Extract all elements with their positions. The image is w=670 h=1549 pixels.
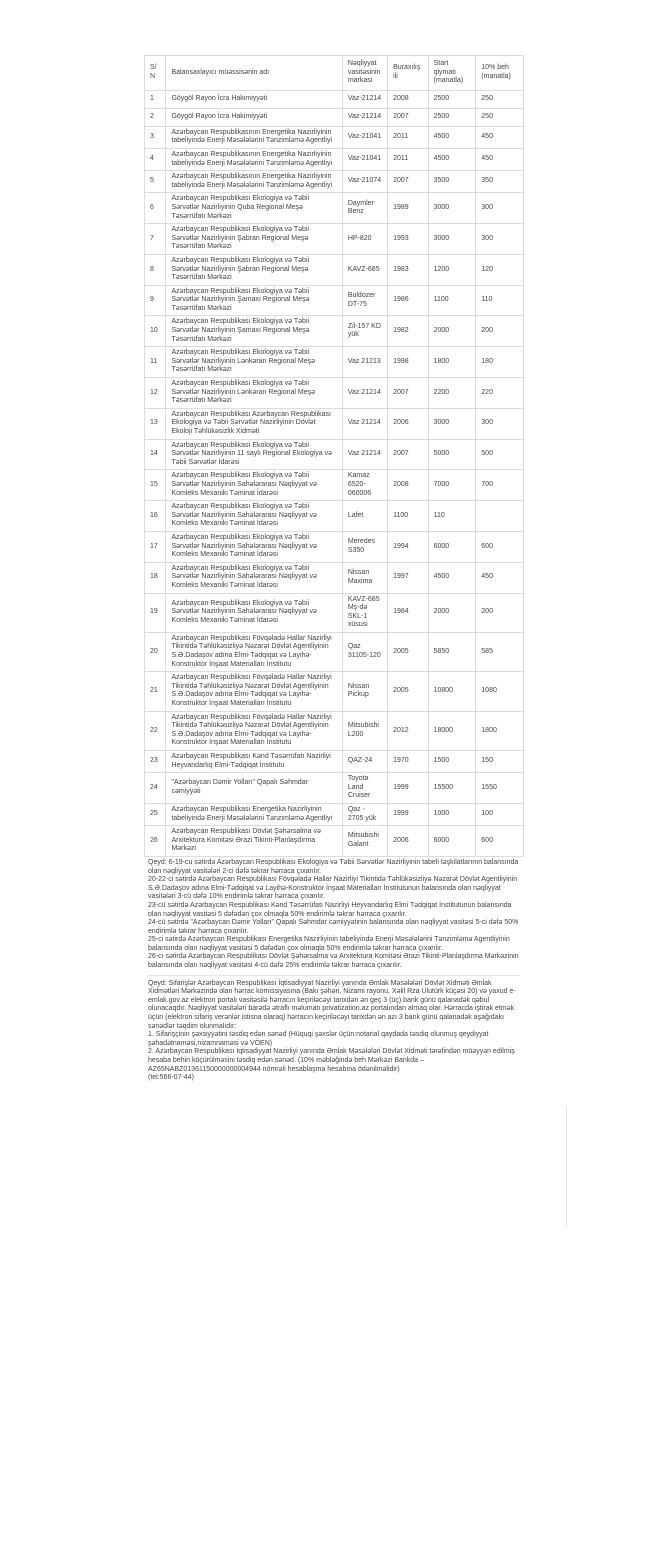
- cell-name: Azərbaycan Respublikası Kənd Təsərrüfatı Nazirliyi Heyvandarlıq Elmi-Tədqiqat İnstitutu: [166, 751, 342, 773]
- cell-year: 2011: [388, 126, 429, 148]
- cell-sn: 24: [145, 773, 166, 804]
- cell-brand: Vaz-21041: [342, 126, 387, 148]
- table-row: [145, 711, 524, 750]
- cell-brand: Qaz 31105-120: [342, 632, 387, 671]
- table-row: [145, 470, 524, 501]
- cell-sn: 17: [145, 531, 166, 562]
- table-row: [145, 254, 524, 285]
- cell-start-price: 3000: [428, 224, 476, 255]
- cell-deposit: 300: [476, 193, 524, 224]
- cell-start-price: 2200: [428, 378, 476, 409]
- cell-sn: 5: [145, 171, 166, 193]
- cell-deposit: 100: [476, 803, 524, 825]
- cell-start-price: 6000: [428, 531, 476, 562]
- cell-start-price: 3000: [428, 193, 476, 224]
- cell-year: 2011: [388, 148, 429, 170]
- cell-start-price: 7000: [428, 470, 476, 501]
- cell-name: Azərbaycan Respublikası Ekologiya və Təbii Sərvətlər Nazirliyinin Sahələrarası Nəqliyyat və Komleks Mexaniki Təminat İdarəsi: [166, 531, 342, 562]
- cell-start-price: 1200: [428, 254, 476, 285]
- note-paragraph: 1. Sifarişçinin şəxsiyyətini təsdiq edən sənəd (Hüquqi şəxslər üçün:notarial qaydada təsdiq olunmuş qeydiyyat şəhadətnaməsi,nizamnaməsi və VÖEN): [148, 1031, 489, 1047]
- cell-brand: Buldozer DT-75: [342, 285, 387, 316]
- cell-deposit: 585: [476, 632, 524, 671]
- cell-deposit: 200: [476, 593, 524, 632]
- note-paragraph: (tel:566-07-44): [148, 1074, 194, 1082]
- cell-name: Azərbaycan Respublikası Fövqəladə Hallar Nazirliyi Tikintidə Təhlükəsizliyə Nəzarət Dövlət Agentliyinin S.Ə.Dadaşov adına Elmi-Tədqiqat və Layihə-Konstruktor İnşaat Materialları İnstitutu: [166, 711, 342, 750]
- header-name: Balansaxlayıcı müəssisənin adı: [166, 56, 342, 91]
- note-paragraph: 24-cü sətirdə "Azərbaycan Dəmir Yolları" Qapalı Səhmdar cəmiyyətinin balansında olan nəqliyyat vasitəsi 5-ci dəfə 50% endirimlə təkrar hərraca çıxarılır.: [148, 919, 519, 935]
- cell-deposit: 450: [476, 126, 524, 148]
- cell-start-price: 4500: [428, 126, 476, 148]
- note-block-repeat-auctions: [148, 859, 520, 976]
- cell-name: Azərbaycan Respublikası Ekologiya və Təbii Sərvətlər Nazirliyinin Quba Regional Meşə Təsərrüfatı Mərkəzi: [166, 193, 342, 224]
- cell-year: 2006: [388, 408, 429, 439]
- cell-sn: 14: [145, 439, 166, 470]
- cell-name: Azərbaycan Respublikası Ekologiya və Təbii Sərvətlər Nazirliyinin Sahələrarası Nəqliyyat və Komleks Mexaniki Təminat İdarəsi: [166, 562, 342, 593]
- header-deposit: 10% beh (manatla): [476, 56, 524, 91]
- cell-year: 1998: [388, 347, 429, 378]
- cell-brand: Kamaz 6520-060006: [342, 470, 387, 501]
- cell-brand: Vaz 21214: [342, 378, 387, 409]
- cell-brand: Vaz-21214: [342, 90, 387, 108]
- cell-year: 1999: [388, 803, 429, 825]
- header-year: Buraxılış ili: [388, 56, 429, 91]
- table-row: [145, 826, 524, 857]
- cell-name: Azərbaycan Respublikası Ekologiya və Təbii Sərvətlər Nazirliyinin Sahələrarası Nəqliyyat və Komleks Mexaniki Təminat İdarəsi: [166, 593, 342, 632]
- cell-year: 2006: [388, 826, 429, 857]
- cell-deposit: 250: [476, 90, 524, 108]
- table-header-row: [145, 56, 524, 91]
- cell-sn: 18: [145, 562, 166, 593]
- cell-year: 1983: [388, 254, 429, 285]
- cell-deposit: 350: [476, 171, 524, 193]
- table-row: [145, 285, 524, 316]
- cell-year: 1970: [388, 751, 429, 773]
- cell-sn: 7: [145, 224, 166, 255]
- table-row: [145, 347, 524, 378]
- cell-start-price: 1000: [428, 803, 476, 825]
- cell-year: 1989: [388, 193, 429, 224]
- note-paragraph: 25-ci sətirdə Azərbaycan Respublikası Energetika Nazirliyinin tabeliyində Enerji Məsələlərini Tənzimləmə Agentliyinin balansında olan nəqliyyat vasitəsi 5 dəfədən çox olmaqla 50% endirimlə təkrar hərraca çıxarılır.: [148, 936, 510, 952]
- cell-brand: Vaz-21214: [342, 108, 387, 126]
- cell-deposit: 600: [476, 531, 524, 562]
- cell-start-price: 2000: [428, 316, 476, 347]
- table-row: [145, 408, 524, 439]
- cell-start-price: 18000: [428, 711, 476, 750]
- table-row: [145, 593, 524, 632]
- cell-deposit: 1800: [476, 711, 524, 750]
- cell-deposit: 450: [476, 562, 524, 593]
- cell-sn: 23: [145, 751, 166, 773]
- cell-deposit: 1080: [476, 672, 524, 711]
- cell-deposit: 110: [476, 285, 524, 316]
- cell-brand: KAVZ-685 Mş-də SKL-1 xüsusi: [342, 593, 387, 632]
- cell-brand: Qaz - 2705 yük: [342, 803, 387, 825]
- table-row: [145, 439, 524, 470]
- cell-name: Azərbaycan Respublikası Fövqəladə Hallar Nazirliyi Tikintidə Təhlükəsizliyə Nəzarət Dövlət Agentliyinin S.Ə.Dadaşov adına Elmi-Tədqiqat və Layihə-Konstruktor İnşaat Materialları İnstitutu: [166, 672, 342, 711]
- cell-name: Azərbaycan Respublikasının Energetika Nazirliyinin tabeliyində Enerji Məsələlərini Tənzimləmə Agentliyi: [166, 126, 342, 148]
- cell-brand: Nissan Pickup: [342, 672, 387, 711]
- cell-brand: Meredes S350: [342, 531, 387, 562]
- cell-year: 2008: [388, 90, 429, 108]
- divider: [566, 1106, 567, 1226]
- table-row: [145, 773, 524, 804]
- cell-sn: 21: [145, 672, 166, 711]
- table-row: [145, 378, 524, 409]
- cell-start-price: 3000: [428, 408, 476, 439]
- cell-year: 1986: [388, 285, 429, 316]
- cell-brand: Toyota Land Cruiser: [342, 773, 387, 804]
- header-sn: S/N: [145, 56, 166, 91]
- cell-deposit: 200: [476, 316, 524, 347]
- notes-section: [144, 857, 524, 1087]
- cell-name: Azərbaycan Respublikası Fövqəladə Hallar Nazirliyi Tikintidə Təhlükəsizliyə Nəzarət Dövlət Agentliyinin S.Ə.Dadaşov adına Elmi-Tədqiqat və Layihə-Konstruktor İnşaat Materialları İnstitutu: [166, 632, 342, 671]
- table-row: [145, 224, 524, 255]
- cell-brand: Zil-157 KD yük: [342, 316, 387, 347]
- cell-sn: 6: [145, 193, 166, 224]
- cell-year: 2005: [388, 632, 429, 671]
- cell-year: 2012: [388, 711, 429, 750]
- cell-start-price: 4500: [428, 148, 476, 170]
- cell-brand: HP-820: [342, 224, 387, 255]
- cell-brand: Daymler Benz: [342, 193, 387, 224]
- cell-year: 1994: [388, 531, 429, 562]
- table-row: [145, 562, 524, 593]
- cell-name: Azərbaycan Respublikası Ekologiya və Təbii Sərvətlər Nazirliyinin Sahələrarası Nəqliyyat və Komleks Mexaniki Təminat İdarəsi: [166, 470, 342, 501]
- cell-sn: 15: [145, 470, 166, 501]
- table-row: [145, 316, 524, 347]
- cell-brand: KAVZ-685: [342, 254, 387, 285]
- table-row: [145, 148, 524, 170]
- table-row: [145, 193, 524, 224]
- cell-name: Azərbaycan Respublikası Ekologiya və Təbii Sərvətlər Nazirliyinin Sahələrarası Nəqliyyat və Komleks Mexaniki Təminat İdarəsi: [166, 501, 342, 532]
- note-paragraph: Qeyd: 6-19-cu sətirdə Azərbaycan Respublikası Ekologiya və Təbii Sərvətlər Nazirliyinin tabeli təşkilatlarının balansında olan nəqliyyat vasitələri 2-ci dəfə təkrar hərraca çıxarılır.: [148, 858, 519, 875]
- cell-year: 1984: [388, 593, 429, 632]
- cell-deposit: 220: [476, 378, 524, 409]
- cell-deposit: 300: [476, 224, 524, 255]
- cell-deposit: 700: [476, 470, 524, 501]
- cell-brand: Mitsubishi Galant: [342, 826, 387, 857]
- cell-name: "Azərbaycan Dəmir Yolları" Qapalı Səhmdar cəmiyyəti: [166, 773, 342, 804]
- header-start-price: Start qiymati (manatla): [428, 56, 476, 91]
- table-row: [145, 90, 524, 108]
- cell-start-price: 5850: [428, 632, 476, 671]
- table-row: [145, 171, 524, 193]
- note-paragraph: 2. Azərbaycan Respublikası İqtisadiyyat Nazirliyi yanında Əmlak Məsələləri Dövlət Xidməti tərəfindən müəyyən edilmiş hesaba behin köçürülməsini təsdiq edən sənəd. (10% məbləğində beh Mərkəzi Bankda – AZ65NABZ01361150000000004944 nömrəli hesablaşma hesabına ödənilməlidir): [148, 1048, 515, 1073]
- cell-name: Azərbaycan Respublikası Ekologiya və Təbii Sərvətlər Nazirliyinin Şamaxı Regional Meşə Təsərrüfatı Mərkəzi: [166, 285, 342, 316]
- cell-name: Azərbaycan Respublikasının Energetika Nazirliyinin tabeliyində Enerji Məsələlərini Tənzimləmə Agentliyi: [166, 171, 342, 193]
- cell-sn: 25: [145, 803, 166, 825]
- cell-deposit: 300: [476, 408, 524, 439]
- cell-brand: Vaz-21074: [342, 171, 387, 193]
- cell-year: 2008: [388, 470, 429, 501]
- cell-name: Göygöl Rayon İcra Hakimiyyəti: [166, 90, 342, 108]
- cell-name: Azərbaycan Respublikası Energetika Nazirliyinin tabeliyində Enerji Məsələlərini Tənzimləmə Agentliyi: [166, 803, 342, 825]
- cell-sn: 2: [145, 108, 166, 126]
- vehicle-auction-table: [144, 55, 524, 857]
- table-row: [145, 632, 524, 671]
- cell-start-price: 2500: [428, 108, 476, 126]
- note-paragraph: 20-22-ci sətirdə Azərbaycan Respublikası Fövqəladə Hallar Nazirliyi Tikintidə Təhlükəsizliyə Nəzarət Dövlət Agentliyinin S.Ə.Dadaşov adına Elmi-Tədqiqat və Layihə-Konstruktor İnşaat Materialları İnstitutunun balansında olan nəqliyyat vasitələri 3-cü dəfə 10% endirimlə təkrar hərraca çıxarılır.: [148, 876, 518, 901]
- cell-start-price: 15500: [428, 773, 476, 804]
- document: [144, 55, 524, 1087]
- cell-name: Azərbaycan Respublikası Ekologiya və Təbii Sərvətlər Nazirliyinin Şabran Regional Meşə Təsərrüfatı Mərkəzi: [166, 224, 342, 255]
- cell-deposit: 1550: [476, 773, 524, 804]
- cell-brand: Vaz 21214: [342, 439, 387, 470]
- cell-year: 1100: [388, 501, 429, 532]
- cell-sn: 12: [145, 378, 166, 409]
- note-paragraph: 23-cü sətirdə Azərbaycan Respublikası Kənd Təsərrüfatı Nazirliyi Heyvandarlıq Elmi Tədqiqat İnstitutunun balansında olan nəqliyyat vasitəsi 5 dəfədən çox olmaqla 50% endirimlə təkrar hərraca çıxarılır.: [148, 901, 512, 918]
- table-row: [145, 501, 524, 532]
- cell-deposit: [476, 501, 524, 532]
- table-row: [145, 108, 524, 126]
- header-brand: Nəqliyyat vasitəsinin markası: [342, 56, 387, 91]
- cell-start-price: 10800: [428, 672, 476, 711]
- cell-sn: 19: [145, 593, 166, 632]
- cell-year: 1982: [388, 316, 429, 347]
- cell-start-price: 2000: [428, 593, 476, 632]
- cell-start-price: 110: [428, 501, 476, 532]
- cell-start-price: 6000: [428, 826, 476, 857]
- cell-start-price: 4500: [428, 562, 476, 593]
- cell-brand: Mitsubishi L200: [342, 711, 387, 750]
- cell-brand: Vaz-21041: [342, 148, 387, 170]
- note-paragraph: 26-cı sətirdə Azərbaycan Respublikası Dövlət Şəhərsalma və Arxitektura Komitəsi Ərazi Tikinti-Planlaşdırma Mərkəzinin balansında olan nəqliyyat vasitəsi 4-cü dəfə 25% endirimlə təkrar hərraca çıxarılır.: [148, 953, 519, 970]
- cell-sn: 8: [145, 254, 166, 285]
- cell-deposit: 600: [476, 826, 524, 857]
- table-body: [145, 90, 524, 856]
- cell-brand: Nissan Maxima: [342, 562, 387, 593]
- cell-deposit: 120: [476, 254, 524, 285]
- cell-start-price: 3500: [428, 171, 476, 193]
- cell-year: 2007: [388, 171, 429, 193]
- note-paragraph: Qeyd: Sifarişlər Azərbaycan Respublikası İqtisadiyyat Nazirliyi yanında Əmlak Məsələləri Dövlət Xidməti Əmlak Xidmətləri Mərkəzində olan hərrac komissiyasına (Bakı şəhəri, Nizami rayonu, Xəlil Rza Ulutürk küçəsi 20) və yaxud e-emlak.gov.az elektron portalı vasitəsilə hərracın keçiriləcəyi tarixdən ən geç 3 (üç) bank günü qalanadək qəbul olunacaqdır. Nəqliyyat vasitələri barədə ətraflı məlumatı privatization.az portalından almaq olar. Hərracda iştirak etmək üçün (elektron sifariş verənlər istisna olaraq) hərracın keçiriləcəyi tarixdən ən azı 3 bank günü qalanadək aşağıdakı sənədlər təqdim olunmalıdır:: [148, 979, 516, 1030]
- cell-year: 1999: [388, 773, 429, 804]
- cell-sn: 22: [145, 711, 166, 750]
- cell-sn: 16: [145, 501, 166, 532]
- cell-sn: 26: [145, 826, 166, 857]
- cell-name: Azərbaycan Respublikası Ekologiya və Təbii Sərvətlər Nazirliyinin Şamaxı Regional Meşə Təsərrüfatı Mərkəzi: [166, 316, 342, 347]
- cell-year: 1997: [388, 562, 429, 593]
- cell-deposit: 150: [476, 751, 524, 773]
- cell-name: Azərbaycan Respublikası Azərbaycan Respublikası Ekologiya və Təbii Sərvətlər Nazirliyinin Dövlət Ekoloji Təhlükəsizlik Xidməti: [166, 408, 342, 439]
- cell-start-price: 1800: [428, 347, 476, 378]
- cell-deposit: 450: [476, 148, 524, 170]
- cell-sn: 20: [145, 632, 166, 671]
- cell-deposit: 500: [476, 439, 524, 470]
- cell-year: 2007: [388, 378, 429, 409]
- cell-year: 2007: [388, 108, 429, 126]
- cell-sn: 10: [145, 316, 166, 347]
- cell-sn: 3: [145, 126, 166, 148]
- cell-brand: Lafet: [342, 501, 387, 532]
- cell-sn: 1: [145, 90, 166, 108]
- cell-deposit: 250: [476, 108, 524, 126]
- cell-start-price: 1500: [428, 751, 476, 773]
- cell-sn: 11: [145, 347, 166, 378]
- table-row: [145, 672, 524, 711]
- cell-name: Azərbaycan Respublikasının Energetika Nazirliyinin tabeliyində Enerji Məsələlərini Tənzimləmə Agentliyi: [166, 148, 342, 170]
- cell-brand: QAZ-24: [342, 751, 387, 773]
- cell-brand: Vaz 21214: [342, 408, 387, 439]
- cell-sn: 9: [145, 285, 166, 316]
- cell-sn: 13: [145, 408, 166, 439]
- cell-start-price: 2500: [428, 90, 476, 108]
- note-block-requirements: [148, 980, 520, 1083]
- cell-brand: Vaz 21213: [342, 347, 387, 378]
- table-row: [145, 751, 524, 773]
- cell-sn: 4: [145, 148, 166, 170]
- cell-name: Azərbaycan Respublikası Ekologiya və Təbii Sərvətlər Nazirliyinin Şabran Regional Meşə Təsərrüfatı Mərkəzi: [166, 254, 342, 285]
- table-row: [145, 531, 524, 562]
- cell-name: Göygöl Rayon İcra Hakimiyyəti: [166, 108, 342, 126]
- cell-year: 2007: [388, 439, 429, 470]
- table-row: [145, 803, 524, 825]
- cell-start-price: 1100: [428, 285, 476, 316]
- cell-start-price: 5000: [428, 439, 476, 470]
- cell-year: 2005: [388, 672, 429, 711]
- cell-name: Azərbaycan Respublikası Ekologiya və Təbii Sərvətlər Nazirliyinin Lənkəran Regional Meşə Təsərrüfatı Mərkəzi: [166, 378, 342, 409]
- cell-name: Azərbaycan Respublikası Dövlət Şəhərsalma və Arxitektura Komitəsi Ərazi Tikinti-Planlaşdırma Mərkəzi: [166, 826, 342, 857]
- cell-year: 1993: [388, 224, 429, 255]
- cell-name: Azərbaycan Respublikası Ekologiya və Təbii Sərvətlər Nazirliyinin Lənkəran Regional Meşə Təsərrüfatı Mərkəzi: [166, 347, 342, 378]
- cell-name: Azərbaycan Respublikası Ekologiya və Təbii Sərvətlər Nazirliyinin 11 saylı Regional Ekologiya və Təbii Sərvətlər İdarəsi: [166, 439, 342, 470]
- table-row: [145, 126, 524, 148]
- cell-deposit: 180: [476, 347, 524, 378]
